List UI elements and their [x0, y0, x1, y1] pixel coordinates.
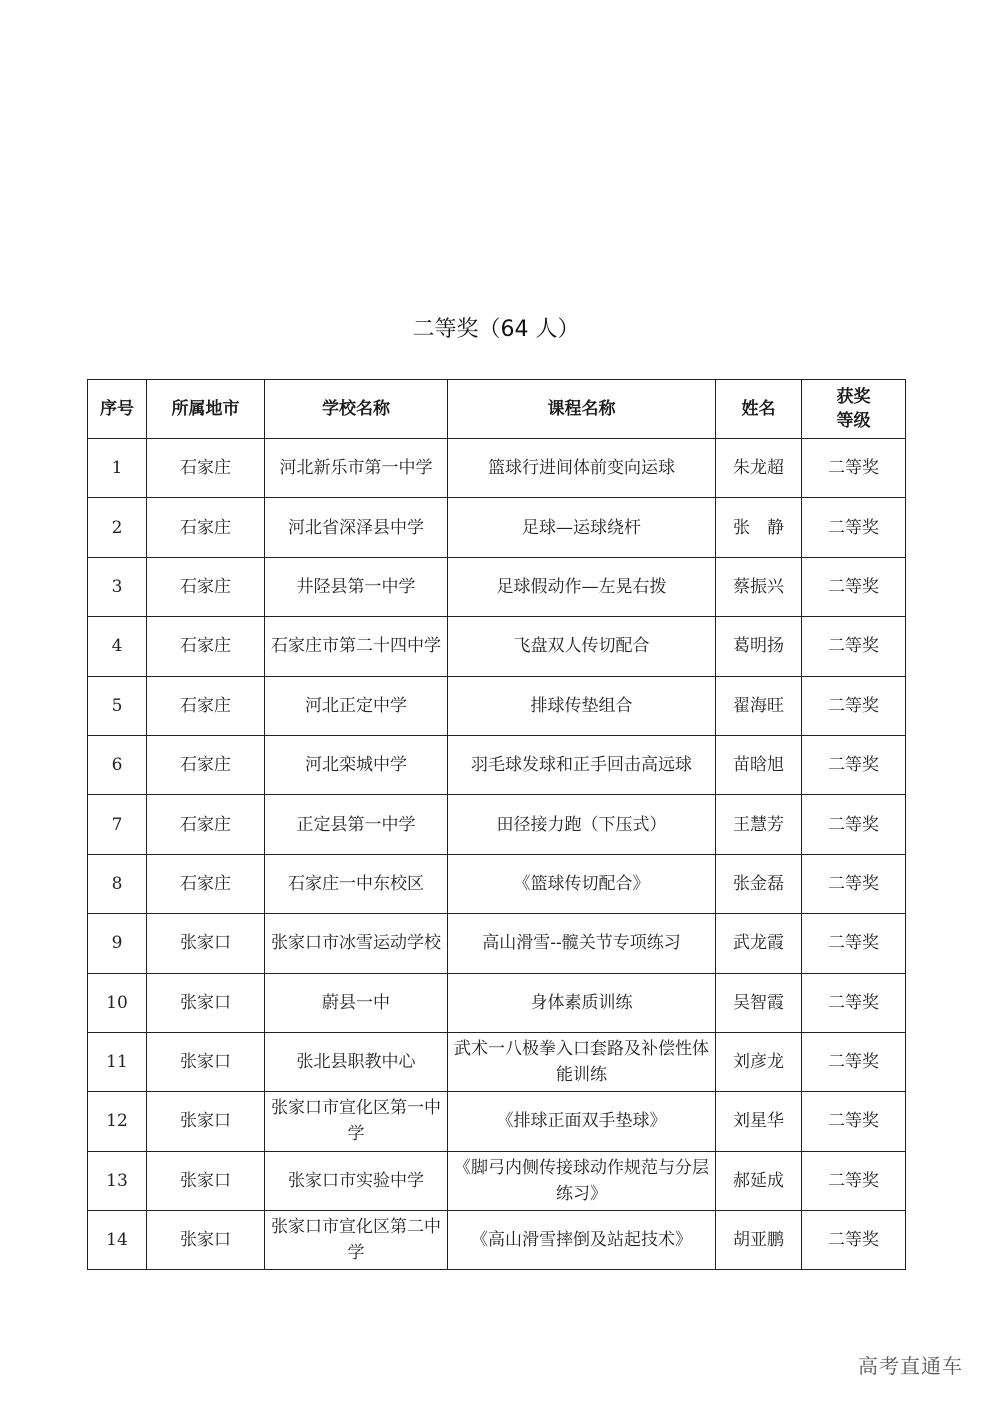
- cell-index: 7: [88, 795, 147, 854]
- cell-course: 《排球正面双手垫球》: [448, 1092, 716, 1151]
- header-name: 姓名: [716, 380, 802, 439]
- cell-school: 河北正定中学: [265, 676, 448, 735]
- header-city: 所属地市: [147, 380, 265, 439]
- table-row: [88, 973, 906, 1032]
- cell-city: 张家口: [147, 1211, 265, 1270]
- table-row: [88, 617, 906, 676]
- header-level: 获奖 等级: [802, 380, 906, 439]
- cell-course: 田径接力跑（下压式）: [448, 795, 716, 854]
- cell-city: 张家口: [147, 1032, 265, 1091]
- cell-school: 张家口市实验中学: [265, 1151, 448, 1210]
- cell-city: 石家庄: [147, 439, 265, 498]
- cell-name: 苗晗旭: [716, 735, 802, 794]
- cell-index: 2: [88, 498, 147, 557]
- cell-index: 10: [88, 973, 147, 1032]
- cell-index: 6: [88, 735, 147, 794]
- cell-name: 刘星华: [716, 1092, 802, 1151]
- cell-level: 二等奖: [802, 1092, 906, 1151]
- cell-school: 石家庄市第二十四中学: [265, 617, 448, 676]
- cell-level: 二等奖: [802, 973, 906, 1032]
- cell-level: 二等奖: [802, 1211, 906, 1270]
- table-row: [88, 795, 906, 854]
- cell-index: 13: [88, 1151, 147, 1210]
- cell-index: 9: [88, 914, 147, 973]
- cell-level: 二等奖: [802, 854, 906, 913]
- cell-school: 河北新乐市第一中学: [265, 439, 448, 498]
- cell-index: 4: [88, 617, 147, 676]
- cell-name: 葛明扬: [716, 617, 802, 676]
- cell-school: 张家口市冰雪运动学校: [265, 914, 448, 973]
- cell-school: 张家口市宣化区第二中学: [265, 1211, 448, 1270]
- cell-name: 武龙霞: [716, 914, 802, 973]
- cell-level: 二等奖: [802, 676, 906, 735]
- cell-city: 石家庄: [147, 617, 265, 676]
- cell-index: 11: [88, 1032, 147, 1091]
- cell-school: 河北省深泽县中学: [265, 498, 448, 557]
- cell-level: 二等奖: [802, 557, 906, 616]
- cell-level: 二等奖: [802, 795, 906, 854]
- table-row: [88, 914, 906, 973]
- cell-city: 张家口: [147, 914, 265, 973]
- table-row: [88, 854, 906, 913]
- cell-name: 朱龙超: [716, 439, 802, 498]
- header-row: [88, 380, 906, 439]
- cell-name: 蔡振兴: [716, 557, 802, 616]
- cell-course: 篮球行进间体前变向运球: [448, 439, 716, 498]
- table-row: [88, 498, 906, 557]
- cell-name: 刘彦龙: [716, 1032, 802, 1091]
- cell-city: 石家庄: [147, 557, 265, 616]
- cell-index: 12: [88, 1092, 147, 1151]
- cell-level: 二等奖: [802, 439, 906, 498]
- table-body: [88, 439, 906, 1270]
- cell-level: 二等奖: [802, 1151, 906, 1210]
- cell-level: 二等奖: [802, 914, 906, 973]
- header-course: 课程名称: [448, 380, 716, 439]
- table-row: [88, 676, 906, 735]
- table-row: [88, 439, 906, 498]
- cell-index: 5: [88, 676, 147, 735]
- cell-city: 石家庄: [147, 676, 265, 735]
- cell-level: 二等奖: [802, 617, 906, 676]
- cell-course: 《脚弓内侧传接球动作规范与分层练习》: [448, 1151, 716, 1210]
- table-row: [88, 1211, 906, 1270]
- cell-name: 郝延成: [716, 1151, 802, 1210]
- page-title: 二等奖（64 人）: [412, 317, 580, 342]
- cell-school: 正定县第一中学: [265, 795, 448, 854]
- cell-name: 吴智霞: [716, 973, 802, 1032]
- cell-name: 胡亚鹏: [716, 1211, 802, 1270]
- watermark: 高考直通车: [858, 1354, 963, 1378]
- cell-level: 二等奖: [802, 1032, 906, 1091]
- table-row: [88, 735, 906, 794]
- cell-city: 张家口: [147, 1092, 265, 1151]
- cell-index: 1: [88, 439, 147, 498]
- table-row: [88, 1032, 906, 1091]
- cell-course: 排球传垫组合: [448, 676, 716, 735]
- cell-name: 王慧芳: [716, 795, 802, 854]
- cell-city: 张家口: [147, 1151, 265, 1210]
- cell-course: 武术一八极拳入口套路及补偿性体能训练: [448, 1032, 716, 1091]
- cell-city: 石家庄: [147, 795, 265, 854]
- cell-course: 足球—运球绕杆: [448, 498, 716, 557]
- cell-city: 石家庄: [147, 854, 265, 913]
- cell-level: 二等奖: [802, 735, 906, 794]
- cell-index: 8: [88, 854, 147, 913]
- cell-index: 3: [88, 557, 147, 616]
- cell-index: 14: [88, 1211, 147, 1270]
- cell-school: 河北栾城中学: [265, 735, 448, 794]
- cell-course: 羽毛球发球和正手回击高远球: [448, 735, 716, 794]
- cell-course: 高山滑雪--髋关节专项练习: [448, 914, 716, 973]
- cell-city: 石家庄: [147, 498, 265, 557]
- cell-school: 石家庄一中东校区: [265, 854, 448, 913]
- cell-school: 井陉县第一中学: [265, 557, 448, 616]
- cell-name: 翟海旺: [716, 676, 802, 735]
- table-row: [88, 1151, 906, 1210]
- cell-course: 《高山滑雪摔倒及站起技术》: [448, 1211, 716, 1270]
- cell-level: 二等奖: [802, 498, 906, 557]
- cell-school: 蔚县一中: [265, 973, 448, 1032]
- cell-school: 张北县职教中心: [265, 1032, 448, 1091]
- cell-course: 飞盘双人传切配合: [448, 617, 716, 676]
- table-row: [88, 557, 906, 616]
- cell-course: 《篮球传切配合》: [448, 854, 716, 913]
- cell-city: 石家庄: [147, 735, 265, 794]
- table-row: [88, 1092, 906, 1151]
- cell-course: 足球假动作—左晃右拨: [448, 557, 716, 616]
- table-header: [88, 380, 906, 439]
- cell-name: 张 静: [716, 498, 802, 557]
- cell-course: 身体素质训练: [448, 973, 716, 1032]
- header-school: 学校名称: [265, 380, 448, 439]
- header-index: 序号: [88, 380, 147, 439]
- cell-name: 张金磊: [716, 854, 802, 913]
- cell-school: 张家口市宣化区第一中学: [265, 1092, 448, 1151]
- award-table: [87, 379, 906, 1270]
- cell-city: 张家口: [147, 973, 265, 1032]
